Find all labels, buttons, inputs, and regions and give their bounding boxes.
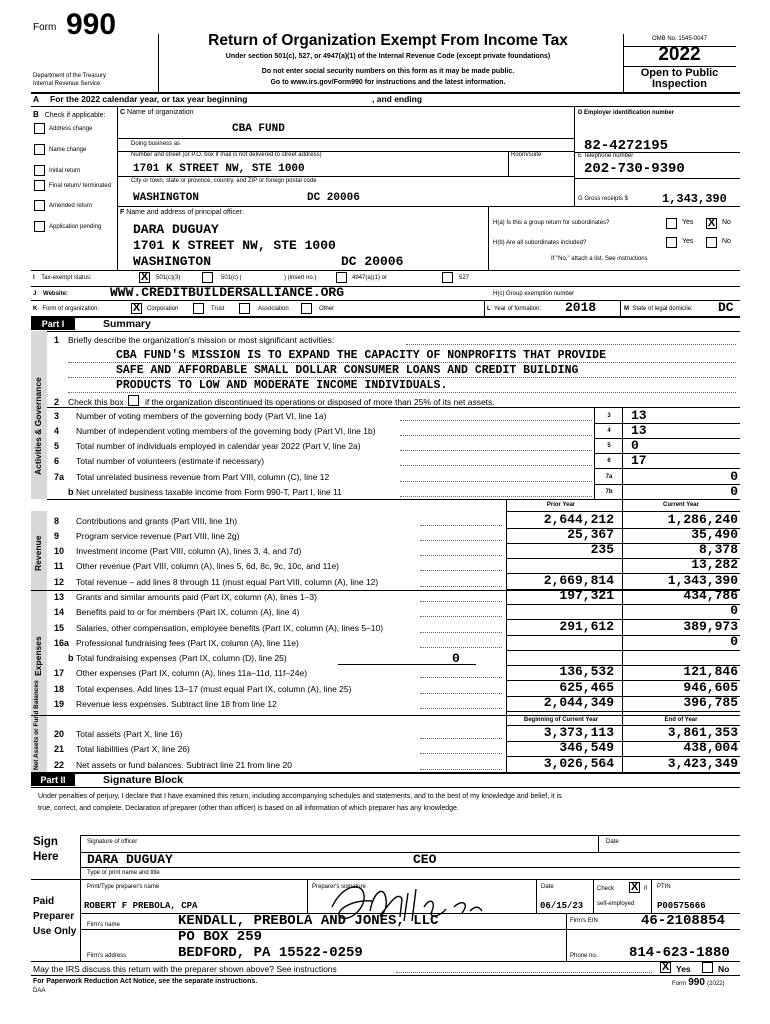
self-employed-label: self-employed <box>597 901 635 907</box>
b-checkbox-3[interactable] <box>34 180 45 191</box>
gov-line-leader <box>400 496 592 497</box>
fin-line-leader <box>420 586 502 587</box>
dba-label: Doing business as <box>131 141 181 147</box>
sidebar-activities-governance: Activities & Governance <box>33 377 43 475</box>
mission-line-2: SAFE AND AFFORDABLE SMALL DOLLAR CONSUMER LOANS AND CREDIT BUILDING <box>116 364 579 377</box>
current-year-value[interactable]: 1,343,390 <box>667 573 738 588</box>
gov-line-box: 7a <box>605 474 613 480</box>
org-other-label: Other <box>319 306 335 312</box>
org-name: CBA FUND <box>232 123 285 135</box>
fin-line-number: 22 <box>54 760 65 770</box>
prior-year-value[interactable]: 197,321 <box>559 588 614 603</box>
current-year-value[interactable]: 389,973 <box>683 619 738 634</box>
b-checkbox-2[interactable] <box>34 165 45 176</box>
firm-ein-label: Firm's EIN <box>570 918 598 924</box>
prior-year-value[interactable]: 346,549 <box>559 740 614 755</box>
hb-yes-label: Yes <box>682 238 694 245</box>
gov-line-box: 5 <box>607 443 611 449</box>
status-501c-checkbox[interactable] <box>202 272 213 283</box>
b-checkbox-1[interactable] <box>34 144 45 155</box>
check-if-label: if <box>644 886 647 892</box>
gov-line-text: Net unrelated business taxable income from Form 990-T, Part I, line 11 <box>76 487 342 497</box>
b-label-2: Initial return <box>49 168 81 174</box>
discuss-no-label: No <box>718 964 730 974</box>
org-street: 1701 K STREET NW, STE 1000 <box>133 163 305 175</box>
hb-no-label: No <box>722 238 731 245</box>
gov-line-box: 3 <box>607 413 611 419</box>
gov-line-text: Total number of volunteers (estimate if necessary) <box>76 456 265 466</box>
form-number: 990 <box>66 8 117 41</box>
ein-value: 82-4272195 <box>584 138 669 154</box>
here-label: Here <box>33 851 59 863</box>
org-corporation-checkbox[interactable]: X <box>132 302 141 314</box>
part1-tag: Part I <box>31 318 75 330</box>
preparer-date: 06/15/23 <box>540 901 584 911</box>
preparer-ptin: P00575666 <box>657 901 706 911</box>
gov-line-value[interactable]: 0 <box>730 484 738 499</box>
use-only-label: Use Only <box>33 926 77 937</box>
preparer-label: Preparer <box>33 911 75 922</box>
fin-line-leader <box>420 525 502 526</box>
open-to-public: Open to Public <box>640 67 719 79</box>
ha-yes-label: Yes <box>682 219 694 226</box>
b-label-4: Amended return <box>49 203 93 209</box>
org-other-checkbox[interactable] <box>301 303 312 314</box>
gov-line-value[interactable]: 17 <box>631 453 647 468</box>
gov-line-leader <box>400 450 592 451</box>
firm-ein: 46-2108854 <box>641 913 726 929</box>
sign-label: Sign <box>33 836 58 848</box>
ha-no-checkbox[interactable]: X <box>707 217 716 229</box>
org-corporation-label: Corporation <box>147 306 179 312</box>
hb-no-checkbox[interactable] <box>706 237 717 248</box>
firm-address-1: PO BOX 259 <box>178 929 263 945</box>
gov-line-number: 4 <box>54 426 60 436</box>
current-year-value[interactable]: 35,490 <box>691 527 738 542</box>
type-name-label: Type or print name and title <box>87 870 160 876</box>
fin-line-text: Grants and similar amounts paid (Part IX, column (A), lines 1–3) <box>76 592 317 602</box>
gov-line-box: 6 <box>607 458 611 464</box>
boy-header: Beginning of Current Year <box>523 717 599 723</box>
fin-line-text: Other expenses (Part IX, column (A), lines 11a–11d, 11f–24e) <box>76 668 308 678</box>
sidebar-revenue: Revenue <box>33 535 43 571</box>
status-527-checkbox[interactable] <box>442 272 453 283</box>
fin-line-number: 8 <box>54 516 60 526</box>
line16b-value: 0 <box>452 651 460 666</box>
gov-line-leader <box>400 481 592 482</box>
daa-label: DAA <box>33 988 46 994</box>
b-label-0: Address change <box>49 126 93 132</box>
section-b-heading: B Check if applicable: <box>33 110 106 119</box>
firm-name-label: Firm's name <box>87 922 120 928</box>
preparer-signature-label: Preparer's signature <box>312 884 366 890</box>
status-501c3-checkbox[interactable]: X <box>140 271 149 283</box>
gov-line-box: 7b <box>605 489 613 495</box>
gov-line-value[interactable]: 13 <box>631 423 647 438</box>
discuss-no-checkbox[interactable] <box>702 962 713 973</box>
prior-year-value[interactable]: 2,644,212 <box>543 512 614 527</box>
fin-line-leader <box>420 753 502 754</box>
discuss-yes-checkbox[interactable]: X <box>661 961 670 973</box>
gov-line-number: b <box>68 487 74 497</box>
hb-note: If "No," attach a list. See instructions <box>551 256 648 262</box>
formation-label: L Year of formation: <box>487 306 542 312</box>
org-state-zip: DC 20006 <box>307 192 360 204</box>
fin-line-number: 19 <box>54 699 65 709</box>
gov-line-value[interactable]: 13 <box>631 408 647 423</box>
check-label: Check <box>597 886 615 892</box>
domicile-label: M State of legal domicile: <box>624 306 693 312</box>
prior-year-value[interactable]: 3,373,113 <box>543 725 614 740</box>
current-year-value[interactable]: 438,004 <box>683 740 738 755</box>
fin-line-text: Revenue less expenses. Subtract line 18 from line 12 <box>76 699 277 709</box>
fin-line-text: Program service revenue (Part VIII, line 2g) <box>76 531 240 541</box>
prior-year-value[interactable]: 136,532 <box>559 664 614 679</box>
prior-year-header: Prior Year <box>546 502 576 508</box>
gov-line-number: 3 <box>54 411 60 421</box>
current-year-value[interactable]: 3,861,353 <box>667 725 738 740</box>
gov-line-text: Number of independent voting members of the governing body (Part VI, line 1b) <box>76 426 376 436</box>
perjury-line-2: true, correct, and complete. Declaration of preparer (other than officer) is based on all information of which preparer has any knowledge. <box>38 805 459 812</box>
org-trust-checkbox[interactable] <box>193 303 204 314</box>
fin-line-text: Other revenue (Part VIII, column (A), lines 5, 6d, 8c, 9c, 10c, and 11e) <box>76 561 339 571</box>
preparer-name-label: Print/Type preparer's name <box>87 884 160 890</box>
line-a-text: For the 2022 calendar year, or tax year beginning <box>50 94 248 104</box>
fin-line-leader <box>420 601 502 602</box>
line1-label: Briefly describe the organization's mission or most significant activities: <box>68 335 335 345</box>
gov-line-box: 4 <box>607 428 611 434</box>
fin-line-text: Total fundraising expenses (Part IX, column (D), line 25) <box>76 653 287 663</box>
ein-label: D Employer identification number <box>578 110 675 116</box>
officer-date-label: Date <box>606 839 619 845</box>
gov-line-leader <box>400 465 592 466</box>
gov-line-number: 7a <box>54 472 65 482</box>
fin-line-number: 12 <box>54 577 65 587</box>
part2-tag: Part II <box>31 774 75 786</box>
mission-line-3: PRODUCTS TO LOW AND MODERATE INCOME INDIVIDUALS. <box>116 379 448 392</box>
formation-year: 2018 <box>565 300 597 315</box>
fin-line-leader <box>420 677 502 678</box>
org-city: WASHINGTON <box>133 192 200 204</box>
phone-no-label: Phone no. <box>570 953 598 959</box>
current-year-value[interactable]: 0 <box>730 603 738 618</box>
org-association-checkbox[interactable] <box>239 303 250 314</box>
current-year-header: Current Year <box>663 502 699 508</box>
line-k-label: K Form of organization: <box>33 306 100 312</box>
fin-line-text: Contributions and grants (Part VIII, line 1h) <box>76 516 238 526</box>
prior-year-value[interactable]: 2,669,814 <box>543 573 614 588</box>
firm-address-label: Firm's address <box>87 953 127 959</box>
hb-yes-checkbox[interactable] <box>666 237 677 248</box>
current-year-value[interactable]: 13,282 <box>691 557 738 572</box>
gov-line-value[interactable]: 0 <box>631 438 639 453</box>
footer-form-id: Form 990 (2022) <box>672 977 725 988</box>
domicile-state: DC <box>718 300 734 315</box>
current-year-value[interactable]: 0 <box>730 634 738 649</box>
line2-label-b: if the organization discontinued its operations or disposed of more than 25% of its net assets. <box>145 397 495 407</box>
ptin-label: PTIN <box>657 884 671 890</box>
fin-line-text: Total assets (Part X, line 16) <box>76 729 183 739</box>
current-year-value[interactable]: 121,846 <box>683 664 738 679</box>
omb-number: OMB No. 1545-0047 <box>651 36 708 42</box>
fin-line-text: Total liabilities (Part X, line 26) <box>76 744 190 754</box>
fin-line-number: b <box>68 653 74 663</box>
officer-state-zip: DC 20006 <box>341 254 404 269</box>
phone-label: E Telephone number <box>578 153 634 159</box>
officer-name: DARA DUGUAY <box>133 222 219 237</box>
fin-line-leader <box>420 632 502 633</box>
org-name-label: C Name of organization <box>120 109 194 116</box>
preparer-date-label: Date <box>541 884 554 890</box>
fin-line-leader <box>420 738 502 739</box>
form-subtitle: Under section 501(c), 527, or 4947(a)(1) of the Internal Revenue Code (except private foundations) <box>225 53 551 60</box>
hc-label: H(c) Group exemption number <box>493 291 575 297</box>
sidebar-net-assets: Net Assets or Fund Balances <box>33 680 40 770</box>
current-year-value[interactable]: 1,286,240 <box>667 512 738 527</box>
eoy-header: End of Year <box>664 717 698 723</box>
officer-address: 1701 K STREET NW, STE 1000 <box>133 238 336 253</box>
fin-line-number: 17 <box>54 668 65 678</box>
fin-line-text: Salaries, other compensation, employee benefits (Part IX, column (A), lines 5–10) <box>76 623 384 633</box>
part2-title: Signature Block <box>103 774 183 786</box>
preparer-name: ROBERT F PREBOLA, CPA <box>84 901 198 911</box>
fin-line-leader <box>420 769 502 770</box>
website-value: WWW.CREDITBUILDERSALLIANCE.ORG <box>110 285 345 300</box>
sidebar-expenses: Expenses <box>33 636 43 676</box>
fin-line-text: Net assets or fund balances. Subtract line 21 from line 20 <box>76 760 292 770</box>
prior-year-value[interactable]: 3,026,564 <box>543 756 614 771</box>
fin-line-leader <box>420 540 502 541</box>
form-note-ssn: Do not enter social security numbers on this form as it may be made public. <box>261 68 515 75</box>
inspection: Inspection <box>651 78 707 90</box>
signer-name: DARA DUGUAY <box>87 852 173 867</box>
preparer-phone: 814-623-1880 <box>629 945 730 961</box>
room-suite-label: Room/suite <box>511 152 542 158</box>
current-year-value[interactable]: 396,785 <box>683 695 738 710</box>
discuss-yes-label: Yes <box>676 964 691 974</box>
form-label <box>33 22 56 33</box>
ha-no-label: No <box>722 219 731 226</box>
line-i-label: I Tax-exempt status: <box>33 275 92 281</box>
firm-address-2: BEDFORD, PA 15522-0259 <box>178 945 363 961</box>
fin-line-number: 21 <box>54 744 65 754</box>
gov-line-text: Number of voting members of the governing body (Part VI, line 1a) <box>76 411 327 421</box>
perjury-line-1: Under penalties of perjury, I declare that I have examined this return, including accompanying schedules and statements, and to the best of my knowledge and belief, it is <box>38 793 562 800</box>
current-year-value[interactable]: 946,605 <box>683 680 738 695</box>
part1-title: Summary <box>103 318 151 330</box>
status-501c3-label: 501(c)(3) <box>156 275 181 281</box>
b-label-1: Name change <box>49 147 87 153</box>
paperwork-notice: For Paperwork Reduction Act Notice, see the separate instructions. <box>33 978 258 985</box>
status-501c-insert: ) (insert no.) <box>284 275 317 281</box>
status-4947-label: 4947(a)(1) or <box>352 275 388 281</box>
gov-line-text: Total unrelated business revenue from Part VIII, column (C), line 12 <box>76 472 330 482</box>
status-501c-label: 501(c) ( <box>221 275 242 281</box>
fin-line-leader <box>420 555 502 556</box>
fin-line-text: Total expenses. Add lines 13–17 (must equal Part IX, column (A), line 25) <box>76 684 352 694</box>
fin-line-number: 20 <box>54 729 65 739</box>
prior-year-value[interactable]: 25,367 <box>567 527 614 542</box>
fin-line-number: 18 <box>54 684 65 694</box>
status-527-label: 527 <box>459 275 470 281</box>
gov-line-leader <box>400 420 592 421</box>
b-checkbox-0[interactable] <box>34 123 45 134</box>
gov-line-leader <box>400 435 592 436</box>
current-year-value[interactable]: 3,423,349 <box>667 756 738 771</box>
gov-line-number: 5 <box>54 441 60 451</box>
fin-line-number: 9 <box>54 531 60 541</box>
fin-line-number: 16a <box>54 638 70 648</box>
line-a-and-ending: , and ending <box>372 94 423 104</box>
fin-line-number: 10 <box>54 546 65 556</box>
officer-signature-label: Signature of officer <box>87 839 138 845</box>
b-label-5: Application pending <box>49 224 102 230</box>
org-association-label: Association <box>258 306 289 312</box>
current-year-value[interactable]: 8,378 <box>698 542 738 557</box>
fin-line-number: 15 <box>54 623 65 633</box>
prior-year-value[interactable]: 235 <box>590 542 614 557</box>
fin-line-leader <box>420 708 502 709</box>
gross-receipts-label: G Gross receipts $ <box>578 196 629 202</box>
fin-line-text: Professional fundraising fees (Part IX, column (A), line 11e) <box>76 638 299 648</box>
prior-year-value[interactable]: 625,465 <box>559 680 614 695</box>
fin-line-text: Benefits paid to or for members (Part IX, column (A), line 4) <box>76 607 300 617</box>
mission-line-1: CBA FUND'S MISSION IS TO EXPAND THE CAPACITY OF NONPROFITS THAT PROVIDE <box>116 349 606 362</box>
line-a-prefix: A <box>33 94 40 104</box>
fin-line-number: 13 <box>54 592 65 602</box>
paid-label: Paid <box>33 896 55 907</box>
b-label-3: Final return/ terminated <box>49 183 112 189</box>
org-trust-label: Trust <box>211 306 225 312</box>
gov-line-value[interactable]: 0 <box>730 469 738 484</box>
fin-line-leader <box>420 647 502 648</box>
discuss-question: May the IRS discuss this return with the preparer shown above? See instructions <box>33 964 337 974</box>
b-checkbox-4[interactable] <box>34 200 45 211</box>
dept-treasury: Department of the Treasury <box>33 73 107 79</box>
line2-label-a: Check this box <box>68 397 124 407</box>
phone-value: 202-730-9390 <box>584 161 685 177</box>
hb-question: H(b) Are all subordinates included? <box>493 240 587 246</box>
gov-line-text: Total number of individuals employed in calendar year 2022 (Part V, line 2a) <box>76 441 361 451</box>
prior-year-value[interactable]: 291,612 <box>559 619 614 634</box>
dept-irs: Internal Revenue Service <box>33 81 101 87</box>
fin-line-text: Total revenue – add lines 8 through 11 (must equal Part VIII, column (A), line 12) <box>76 577 379 587</box>
street-label: Number and street (or P.O. box if mail is not delivered to street address) <box>131 152 322 158</box>
firm-name: KENDALL, PREBOLA AND JONES, LLC <box>178 913 439 929</box>
fin-line-leader <box>420 616 502 617</box>
fin-line-leader <box>420 693 502 694</box>
fin-line-text: Investment income (Part VIII, column (A), lines 3, 4, and 7d) <box>76 546 302 556</box>
line-j-label: J Website: <box>33 291 68 297</box>
officer-label: F Name and address of principal officer: <box>120 209 245 216</box>
fin-line-number: 11 <box>54 561 64 571</box>
form-title: Return of Organization Exempt From Income Tax <box>208 32 568 49</box>
prior-year-value[interactable]: 2,044,349 <box>543 695 614 710</box>
status-4947-checkbox[interactable] <box>336 272 347 283</box>
gov-line-number: 6 <box>54 456 60 466</box>
ha-yes-checkbox[interactable] <box>666 218 677 229</box>
tax-year: 2022 <box>658 44 701 65</box>
discontinued-checkbox[interactable] <box>128 395 139 406</box>
officer-city: WASHINGTON <box>133 254 212 269</box>
signer-title: CEO <box>413 852 437 867</box>
form-word: Form <box>33 22 57 33</box>
ha-question: H(a) Is this a group return for subordinates? <box>493 220 610 226</box>
self-employed-checkbox[interactable]: X <box>630 881 639 893</box>
b-checkbox-5[interactable] <box>34 221 45 232</box>
current-year-value[interactable]: 434,786 <box>683 588 738 603</box>
gross-receipts-value: 1,343,390 <box>662 192 727 206</box>
fin-line-leader <box>420 570 502 571</box>
fin-line-number: 14 <box>54 607 65 617</box>
form-note-web: Go to www.irs.gov/Form990 for instructions and the latest information. <box>270 79 506 86</box>
city-label: City or town, state or province, country, and ZIP or foreign postal code <box>131 178 317 184</box>
